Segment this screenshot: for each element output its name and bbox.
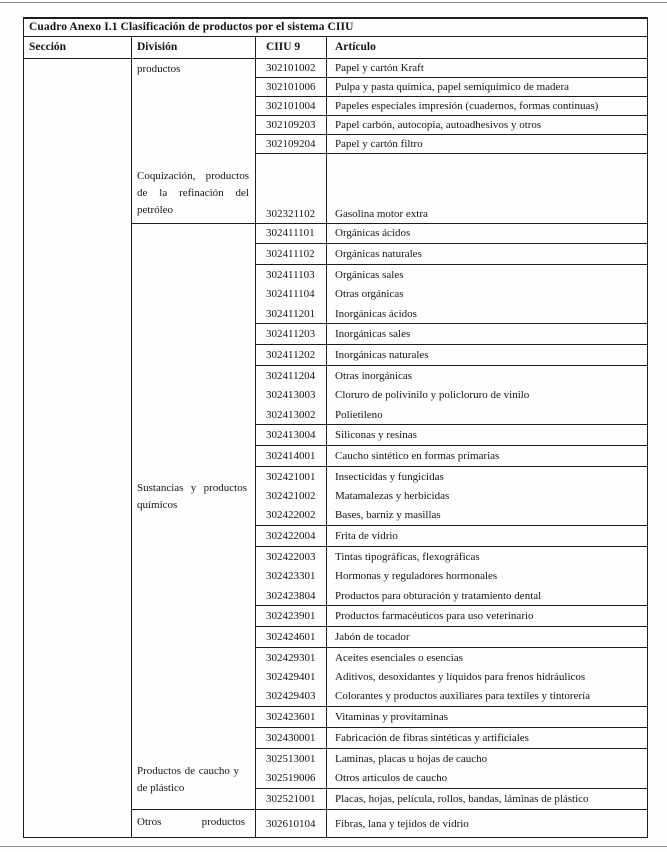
articulo-name: Inorgánicas sales [327, 324, 648, 345]
articulo-name: Matamalezas y herbicidas [327, 486, 648, 505]
ciiu-code: 302413004 [256, 425, 327, 446]
articulo-name: Aditivos, desoxidantes y líquidos para frenos hidráulicos [327, 667, 648, 686]
articulo-name: Pulpa y pasta química, papel semiquímico de madera [327, 77, 648, 96]
ciiu-code: 302413003 [256, 386, 327, 405]
ciiu-code: 302321102 [256, 153, 327, 223]
column-header-articulo: Artículo [327, 36, 648, 58]
ciiu-code: 302109204 [256, 134, 327, 153]
division-label-sustancias-quimicos: Sustancias y productos químicos [137, 481, 247, 511]
ciiu-code: 302430001 [256, 728, 327, 749]
ciiu-code: 302411204 [256, 366, 327, 386]
ciiu-code: 302422004 [256, 526, 327, 547]
table-title: Cuadro Anexo I.1 Clasificación de productos por el sistema CIIU [24, 18, 648, 36]
articulo-name: Cloruro de polivinilo y policloruro de vinilo [327, 386, 648, 405]
articulo-name: Fibras, lana y tejidos de vidrio [327, 810, 648, 838]
articulo-name: Inorgánicas ácidos [327, 304, 648, 324]
articulo-name: Jabón de tocador [327, 627, 648, 648]
division-label-otros-productos: Otros productos [132, 810, 256, 838]
articulo-name: Otras inorgánicas [327, 366, 648, 386]
page-edge-top [0, 2, 667, 3]
articulo-name: Placas, hojas, película, rollos, bandas, láminas de plástico [327, 788, 648, 809]
column-header-seccion: Sección [24, 36, 132, 58]
ciiu-code: 302411104 [256, 285, 327, 304]
articulo-name: Laminas, placas u hojas de caucho [327, 748, 648, 768]
ciiu-code: 302411201 [256, 304, 327, 324]
articulo-name: Hormonas y reguladores hormonales [327, 567, 648, 586]
ciiu-code: 302424601 [256, 627, 327, 648]
seccion-cell-empty [24, 58, 132, 838]
division-label-coquizacion: Coquización, productos de la refinación del petróleo [137, 169, 249, 216]
articulo-name: Papel y cartón filtro [327, 134, 648, 153]
articulo-name: Bases, barniz y masillas [327, 506, 648, 526]
column-header-division: División [132, 36, 256, 58]
table-row [24, 58, 648, 77]
articulo-name: Gasolina motor extra [327, 153, 648, 223]
ciiu-code: 302109203 [256, 115, 327, 134]
ciiu-code: 302411202 [256, 345, 327, 366]
ciiu-code: 302421001 [256, 466, 327, 486]
division-cell-group-b [132, 223, 256, 810]
articulo-name: Insecticidas y fungicidas [327, 466, 648, 486]
articulo-name: Siliconas y resinas [327, 425, 648, 446]
page-edge-bottom [0, 846, 667, 847]
articulo-name: Tintas tipográficas, flexográficas [327, 547, 648, 567]
ciiu-code: 302422003 [256, 547, 327, 567]
articulo-name: Fabricación de fibras sintéticas y artificiales [327, 728, 648, 749]
ciiu-code: 302429401 [256, 667, 327, 686]
ciiu-code: 302423804 [256, 586, 327, 606]
ciiu-code: 302610104 [256, 810, 327, 838]
ciiu-code: 302101002 [256, 58, 327, 77]
articulo-name: Inorgánicas naturales [327, 345, 648, 366]
ciiu-code: 302519006 [256, 768, 327, 788]
division-label-productos: productos [137, 62, 181, 75]
articulo-name: Otras orgánicas [327, 285, 648, 304]
articulo-name: Otros artículos de caucho [327, 768, 648, 788]
ciiu-code: 302411101 [256, 223, 327, 244]
ciiu-code: 302411203 [256, 324, 327, 345]
articulo-name: Orgánicas sales [327, 265, 648, 285]
articulo-name: Papel carbón, autocopia, autoadhesivos y otros [327, 115, 648, 134]
articulo-name: Productos farmacéuticos para uso veterinario [327, 606, 648, 627]
ciiu-code: 302513001 [256, 748, 327, 768]
ciiu-code: 302411102 [256, 244, 327, 265]
division-label-caucho-plastico: Productos de caucho y de plástico [137, 765, 239, 794]
ciiu-code: 302521001 [256, 788, 327, 809]
ciiu-code: 302423601 [256, 707, 327, 728]
column-header-ciiu9: CIIU 9 [256, 36, 327, 58]
articulo-name: Productos para obturación y tratamiento dental [327, 586, 648, 606]
ciiu-code: 302101006 [256, 77, 327, 96]
ciiu-code: 302411103 [256, 265, 327, 285]
ciiu-code: 302429301 [256, 647, 327, 667]
articulo-name: Caucho sintético en formas primarias [327, 446, 648, 467]
articulo-name: Frita de vidrio [327, 526, 648, 547]
articulo-name: Vitaminas y provitaminas [327, 707, 648, 728]
articulo-name: Orgánicas ácidos [327, 223, 648, 244]
division-cell-group-a [132, 58, 256, 223]
ciiu-code: 302413002 [256, 405, 327, 425]
ciiu-code: 302422002 [256, 506, 327, 526]
articulo-name: Papeles especiales impresión (cuadernos, formas continuas) [327, 96, 648, 115]
ciiu-code: 302429403 [256, 687, 327, 707]
ciiu-code: 302421002 [256, 486, 327, 505]
ciiu-code: 302423301 [256, 567, 327, 586]
articulo-name: Papel y cartón Kraft [327, 58, 648, 77]
ciiu-classification-table [23, 17, 648, 838]
ciiu-code: 302414001 [256, 446, 327, 467]
articulo-name: Colorantes y productos auxiliares para textiles y tintorería [327, 687, 648, 707]
ciiu-code: 302101004 [256, 96, 327, 115]
articulo-name: Orgánicas naturales [327, 244, 648, 265]
articulo-name: Polietileno [327, 405, 648, 425]
ciiu-code: 302423901 [256, 606, 327, 627]
articulo-name: Aceites esenciales o esencias [327, 647, 648, 667]
